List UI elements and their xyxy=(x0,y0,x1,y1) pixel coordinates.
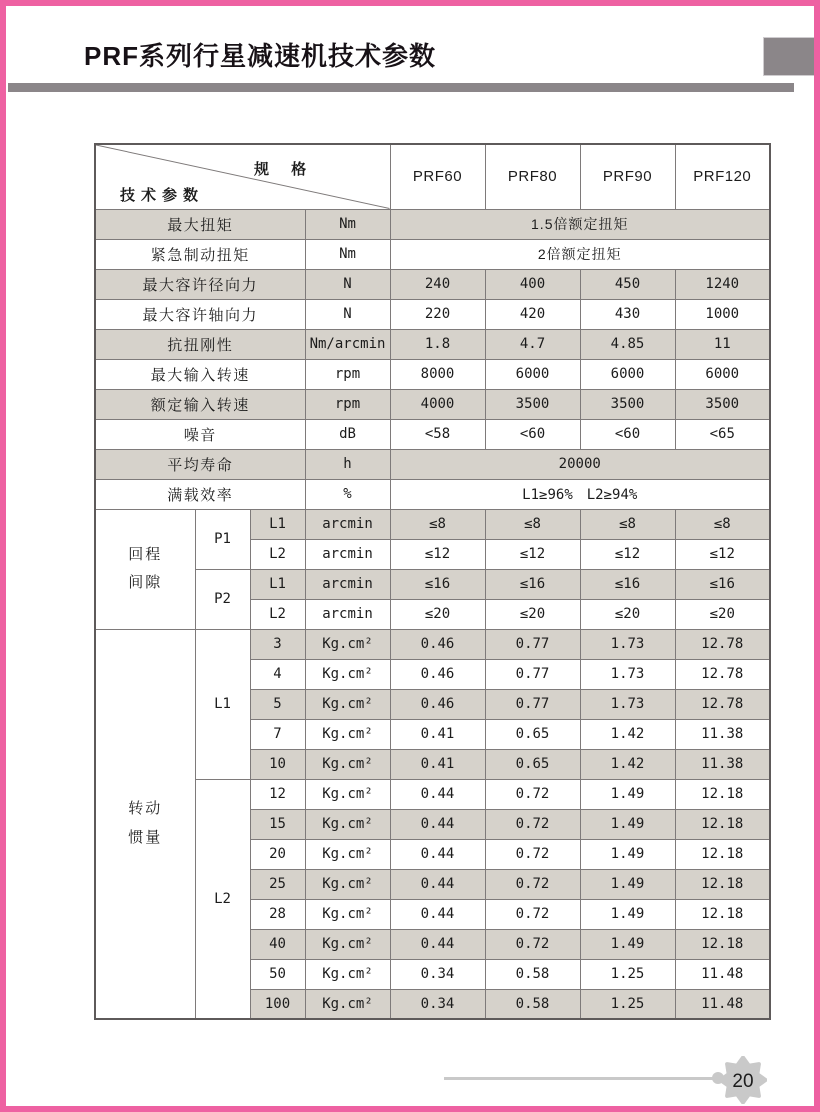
value-cell: 1.8 xyxy=(390,329,485,359)
value-cell: ≤16 xyxy=(675,569,770,599)
param-header-label: 技术参数 xyxy=(120,187,205,204)
value-cell: 0.46 xyxy=(390,629,485,659)
unit-cell: Kg.cm² xyxy=(305,659,390,689)
value-cell: 1.49 xyxy=(580,869,675,899)
value-cell: 11.48 xyxy=(675,959,770,989)
value-cell: 12.18 xyxy=(675,869,770,899)
param-label-cell: 抗扭刚性 xyxy=(95,329,305,359)
stage-group-cell: L1 xyxy=(195,629,250,779)
value-cell: 11.38 xyxy=(675,719,770,749)
unit-cell: % xyxy=(305,479,390,509)
ratio-cell: 40 xyxy=(250,929,305,959)
backlash-section-label: 回程间隙 xyxy=(95,509,195,629)
unit-cell: Kg.cm² xyxy=(305,719,390,749)
unit-cell: Nm/arcmin xyxy=(305,329,390,359)
value-cell: 8000 xyxy=(390,359,485,389)
diagonal-header-cell xyxy=(95,144,390,209)
value-cell: ≤8 xyxy=(485,509,580,539)
value-cell: 1000 xyxy=(675,299,770,329)
page-number-gear xyxy=(719,1056,767,1104)
value-cell: 3500 xyxy=(675,389,770,419)
unit-cell: rpm xyxy=(305,389,390,419)
value-cell: ≤20 xyxy=(580,599,675,629)
value-cell: ≤20 xyxy=(485,599,580,629)
footer-rule-line xyxy=(444,1077,720,1080)
ratio-cell: 7 xyxy=(250,719,305,749)
unit-cell: arcmin xyxy=(305,509,390,539)
value-cell: 0.44 xyxy=(390,809,485,839)
value-cell: ≤16 xyxy=(580,569,675,599)
ratio-cell: 5 xyxy=(250,689,305,719)
value-cell: 3500 xyxy=(580,389,675,419)
unit-cell: dB xyxy=(305,419,390,449)
value-cell: 4.7 xyxy=(485,329,580,359)
value-cell: 1.49 xyxy=(580,929,675,959)
unit-cell: rpm xyxy=(305,359,390,389)
param-label-cell: 额定输入转速 xyxy=(95,389,305,419)
value-cell: 0.41 xyxy=(390,719,485,749)
param-label-cell: 满载效率 xyxy=(95,479,305,509)
stage-level-cell: L2 xyxy=(250,599,305,629)
value-cell: 0.41 xyxy=(390,749,485,779)
param-label-cell: 噪音 xyxy=(95,419,305,449)
value-cell: 6000 xyxy=(485,359,580,389)
unit-cell: Kg.cm² xyxy=(305,899,390,929)
value-cell: 450 xyxy=(580,269,675,299)
value-cell: 11.38 xyxy=(675,749,770,779)
value-cell: 11 xyxy=(675,329,770,359)
value-cell: 6000 xyxy=(580,359,675,389)
unit-cell: Kg.cm² xyxy=(305,689,390,719)
value-cell: 3500 xyxy=(485,389,580,419)
param-label-cell: 最大容许径向力 xyxy=(95,269,305,299)
ratio-cell: 20 xyxy=(250,839,305,869)
value-cell: 0.44 xyxy=(390,899,485,929)
value-cell: ≤8 xyxy=(390,509,485,539)
accuracy-class-cell: P2 xyxy=(195,569,250,629)
ratio-cell: 3 xyxy=(250,629,305,659)
unit-cell: Nm xyxy=(305,239,390,269)
unit-cell: N xyxy=(305,269,390,299)
value-cell: 1.25 xyxy=(580,989,675,1019)
model-column-header: PRF120 xyxy=(675,144,770,209)
value-cell: 0.72 xyxy=(485,899,580,929)
value-cell: 0.65 xyxy=(485,719,580,749)
value-cell: 12.78 xyxy=(675,659,770,689)
value-cell: 0.34 xyxy=(390,959,485,989)
value-cell: 430 xyxy=(580,299,675,329)
value-cell: 12.78 xyxy=(675,629,770,659)
value-cell: 12.18 xyxy=(675,809,770,839)
value-cell: 1.49 xyxy=(580,809,675,839)
value-cell: 12.18 xyxy=(675,779,770,809)
unit-cell: Kg.cm² xyxy=(305,839,390,869)
merged-value-cell: 2倍额定扭矩 xyxy=(390,239,770,269)
value-cell: 11.48 xyxy=(675,989,770,1019)
ratio-cell: 28 xyxy=(250,899,305,929)
ratio-cell: 15 xyxy=(250,809,305,839)
value-cell: 400 xyxy=(485,269,580,299)
value-cell: 1240 xyxy=(675,269,770,299)
value-cell: 1.73 xyxy=(580,629,675,659)
stage-level-cell: L1 xyxy=(250,509,305,539)
value-cell: 0.72 xyxy=(485,779,580,809)
value-cell: ≤16 xyxy=(390,569,485,599)
value-cell: 0.44 xyxy=(390,869,485,899)
value-cell: <58 xyxy=(390,419,485,449)
inertia-section-label: 转动惯量 xyxy=(95,629,195,1019)
value-cell: 0.65 xyxy=(485,749,580,779)
unit-cell: Kg.cm² xyxy=(305,869,390,899)
ratio-cell: 12 xyxy=(250,779,305,809)
stage-level-cell: L2 xyxy=(250,539,305,569)
unit-cell: Kg.cm² xyxy=(305,749,390,779)
corner-accent-block xyxy=(763,37,816,76)
value-cell: 0.72 xyxy=(485,839,580,869)
value-cell: <60 xyxy=(580,419,675,449)
unit-cell: arcmin xyxy=(305,539,390,569)
value-cell: 220 xyxy=(390,299,485,329)
gear-icon xyxy=(719,1056,767,1104)
stage-group-cell: L2 xyxy=(195,779,250,1019)
value-cell: 1.73 xyxy=(580,659,675,689)
value-cell: 0.72 xyxy=(485,929,580,959)
value-cell: 1.25 xyxy=(580,959,675,989)
param-label-cell: 紧急制动扭矩 xyxy=(95,239,305,269)
model-column-header: PRF90 xyxy=(580,144,675,209)
param-label-cell: 最大输入转速 xyxy=(95,359,305,389)
unit-cell: Kg.cm² xyxy=(305,929,390,959)
accuracy-class-cell: P1 xyxy=(195,509,250,569)
unit-cell: Kg.cm² xyxy=(305,779,390,809)
value-cell: 0.46 xyxy=(390,659,485,689)
value-cell: 12.18 xyxy=(675,929,770,959)
value-cell: 0.58 xyxy=(485,989,580,1019)
value-cell: 1.49 xyxy=(580,779,675,809)
value-cell: 0.72 xyxy=(485,869,580,899)
page-title: PRF系列行星减速机技术参数 xyxy=(84,41,437,71)
value-cell: 0.34 xyxy=(390,989,485,1019)
merged-value-cell: 1.5倍额定扭矩 xyxy=(390,209,770,239)
unit-cell: Kg.cm² xyxy=(305,809,390,839)
value-cell: ≤16 xyxy=(485,569,580,599)
ratio-cell: 25 xyxy=(250,869,305,899)
title-underline-bar xyxy=(8,83,794,92)
param-label-cell: 最大扭矩 xyxy=(95,209,305,239)
value-cell: 0.44 xyxy=(390,929,485,959)
value-cell: 0.44 xyxy=(390,779,485,809)
value-cell: ≤12 xyxy=(485,539,580,569)
value-cell: 1.42 xyxy=(580,749,675,779)
param-label-cell: 最大容许轴向力 xyxy=(95,299,305,329)
value-cell: ≤12 xyxy=(675,539,770,569)
model-column-header: PRF60 xyxy=(390,144,485,209)
value-cell: 0.77 xyxy=(485,629,580,659)
spec-header-label: 规 格 xyxy=(254,161,316,178)
value-cell: ≤12 xyxy=(390,539,485,569)
unit-cell: Kg.cm² xyxy=(305,959,390,989)
unit-cell: Kg.cm² xyxy=(305,629,390,659)
unit-cell: Nm xyxy=(305,209,390,239)
value-cell: 0.44 xyxy=(390,839,485,869)
value-cell: <60 xyxy=(485,419,580,449)
spec-table xyxy=(94,143,771,1020)
model-column-header: PRF80 xyxy=(485,144,580,209)
value-cell: 240 xyxy=(390,269,485,299)
value-cell: ≤8 xyxy=(675,509,770,539)
value-cell: ≤20 xyxy=(390,599,485,629)
value-cell: 1.42 xyxy=(580,719,675,749)
unit-cell: arcmin xyxy=(305,599,390,629)
ratio-cell: 4 xyxy=(250,659,305,689)
value-cell: 1.49 xyxy=(580,899,675,929)
value-cell: 0.77 xyxy=(485,659,580,689)
unit-cell: Kg.cm² xyxy=(305,989,390,1019)
param-label-cell: 平均寿命 xyxy=(95,449,305,479)
value-cell: 1.49 xyxy=(580,839,675,869)
merged-value-cell: 20000 xyxy=(390,449,770,479)
value-cell: 420 xyxy=(485,299,580,329)
value-cell: 6000 xyxy=(675,359,770,389)
unit-cell: arcmin xyxy=(305,569,390,599)
value-cell: 4000 xyxy=(390,389,485,419)
value-cell: ≤12 xyxy=(580,539,675,569)
unit-cell: h xyxy=(305,449,390,479)
value-cell: 0.72 xyxy=(485,809,580,839)
unit-cell: N xyxy=(305,299,390,329)
ratio-cell: 50 xyxy=(250,959,305,989)
page-number: 20 xyxy=(732,1071,754,1092)
value-cell: 0.77 xyxy=(485,689,580,719)
value-cell: 12.78 xyxy=(675,689,770,719)
value-cell: 1.73 xyxy=(580,689,675,719)
value-cell: <65 xyxy=(675,419,770,449)
value-cell: ≤20 xyxy=(675,599,770,629)
merged-value-cell: L1≥96% L2≥94% xyxy=(390,479,770,509)
value-cell: 12.18 xyxy=(675,839,770,869)
ratio-cell: 10 xyxy=(250,749,305,779)
value-cell: ≤8 xyxy=(580,509,675,539)
value-cell: 4.85 xyxy=(580,329,675,359)
stage-level-cell: L1 xyxy=(250,569,305,599)
value-cell: 12.18 xyxy=(675,899,770,929)
value-cell: 0.58 xyxy=(485,959,580,989)
value-cell: 0.46 xyxy=(390,689,485,719)
ratio-cell: 100 xyxy=(250,989,305,1019)
